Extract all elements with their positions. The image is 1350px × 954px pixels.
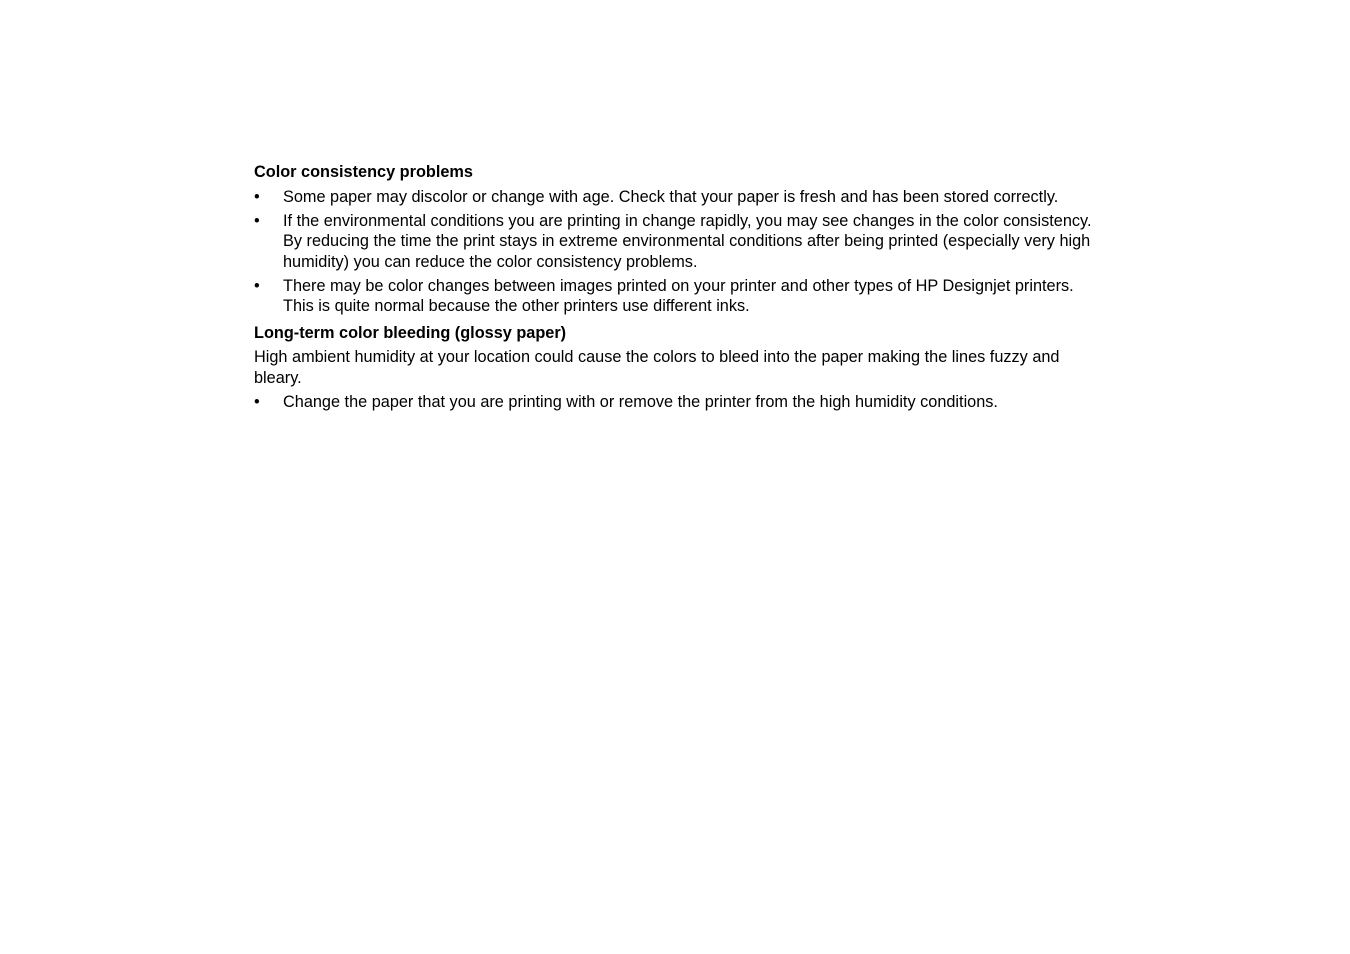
list-item: [254, 187, 1104, 208]
list-item: [254, 211, 1104, 273]
bullet-icon: •: [254, 393, 260, 411]
bullet-list: [254, 187, 1104, 317]
section-color-bleeding: [254, 323, 1104, 413]
list-item-text: If the environmental conditions you are printing in change rapidly, you may see changes in the color consistency. By reducing the time the print stays in extreme environmental conditions after being printed (especially very high humidity) you can reduce the color consistency problems.: [283, 211, 1092, 271]
list-item-text: Change the paper that you are printing with or remove the printer from the high humidity conditions.: [283, 393, 998, 411]
bullet-icon: •: [254, 187, 260, 206]
list-item: [254, 392, 1104, 413]
document-body: [254, 162, 1104, 419]
section-paragraph: High ambient humidity at your location could cause the colors to bleed into the paper making the lines fuzzy and bleary.: [254, 348, 1060, 387]
list-item-text: Some paper may discolor or change with age. Check that your paper is fresh and has been stored correctly.: [283, 187, 1059, 206]
bullet-icon: •: [254, 211, 260, 230]
list-item-text: There may be color changes between images printed on your printer and other types of HP Designjet printers. This is quite normal because the other printers use different inks.: [283, 276, 1074, 315]
section-heading: Color consistency problems: [254, 163, 473, 181]
section-heading: Long-term color bleeding (glossy paper): [254, 323, 567, 342]
bullet-icon: •: [254, 276, 260, 295]
bullet-list: [254, 392, 1104, 413]
list-item: [254, 276, 1104, 317]
section-color-consistency: [254, 162, 1104, 317]
